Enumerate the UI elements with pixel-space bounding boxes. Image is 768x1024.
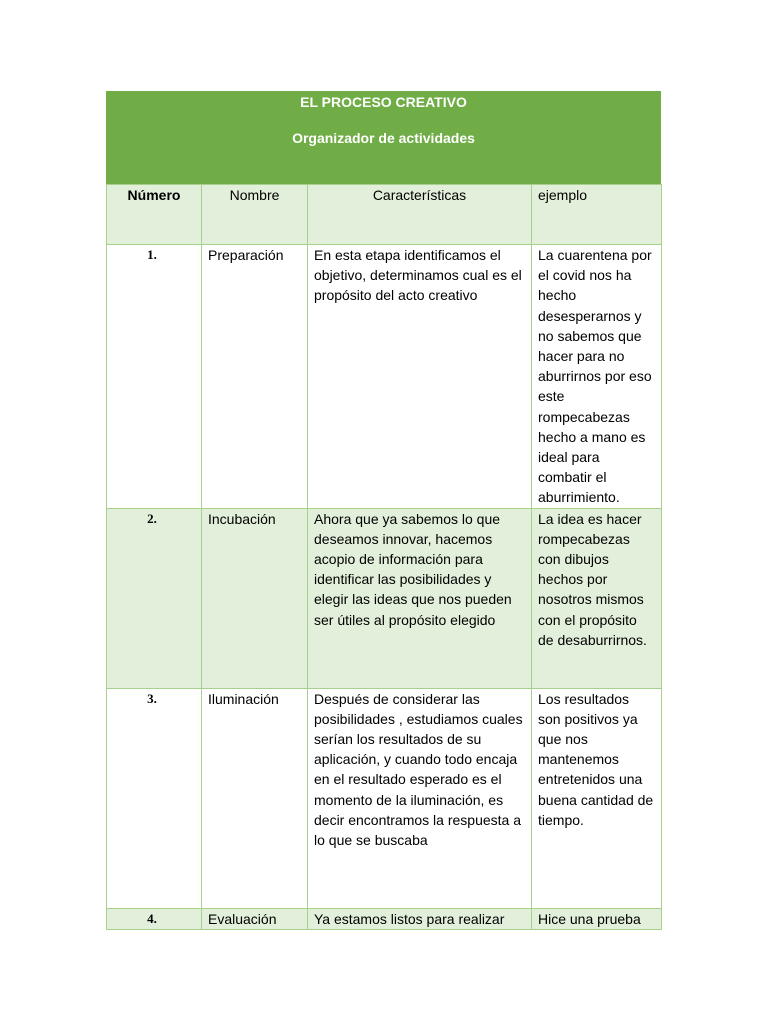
row-name: Evaluación	[202, 908, 308, 929]
row-example: Hice una prueba	[532, 908, 662, 929]
row-characteristics: Después de considerar las posibilidades , estudiamos cuales serían los resultados de su aplicación, y cuando todo encaja en el resultado esperado es el momento de la iluminación, es decir encontramos la respuesta a lo que se buscaba	[308, 688, 532, 908]
table-row	[107, 908, 662, 929]
row-number: 3.	[107, 688, 202, 908]
column-header-numero: Número	[107, 185, 202, 245]
column-header-ejemplo: ejemplo	[532, 185, 662, 245]
row-example: Los resultados son positivos ya que nos mantenemos entretenidos una buena cantidad de tiempo.	[532, 688, 662, 908]
row-example: La cuarentena por el covid nos ha hecho desesperarnos y no sabemos que hacer para no aburrirnos por eso este rompecabezas hecho a mano es ideal para combatir el aburrimiento.	[532, 245, 662, 509]
row-name: Iluminación	[202, 688, 308, 908]
document-title: EL PROCESO CREATIVO	[300, 94, 467, 110]
row-characteristics: Ya estamos listos para realizar	[308, 908, 532, 929]
row-name: Preparación	[202, 245, 308, 509]
row-characteristics: En esta etapa identificamos el objetivo, determinamos cual es el propósito del acto creativo	[308, 245, 532, 509]
table-row	[107, 508, 662, 688]
row-name: Incubación	[202, 508, 308, 688]
activities-table	[106, 184, 662, 930]
table-header-row	[107, 185, 662, 245]
table-row	[107, 688, 662, 908]
row-number: 1.	[107, 245, 202, 509]
row-number: 2.	[107, 508, 202, 688]
row-characteristics: Ahora que ya sabemos lo que deseamos innovar, hacemos acopio de información para identificar las posibilidades y elegir las ideas que nos pueden ser útiles al propósito elegido	[308, 508, 532, 688]
column-header-caracteristicas: Características	[308, 185, 532, 245]
title-band	[106, 91, 661, 184]
row-number: 4.	[107, 908, 202, 929]
table-row	[107, 245, 662, 509]
row-example: La idea es hacer rompecabezas con dibujos hechos por nosotros mismos con el propósito de desaburrirnos.	[532, 508, 662, 688]
column-header-nombre: Nombre	[202, 185, 308, 245]
document-subtitle: Organizador de actividades	[292, 130, 475, 146]
creative-process-table	[106, 91, 661, 930]
